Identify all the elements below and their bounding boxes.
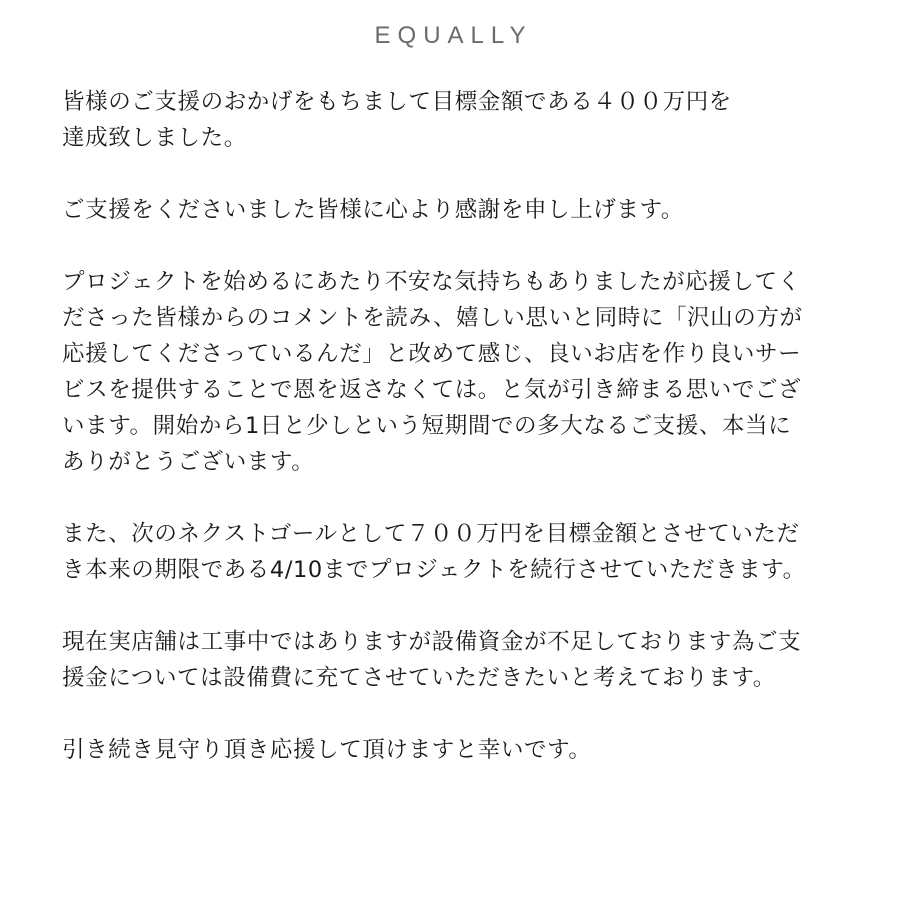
paragraph-closing: [62, 732, 852, 768]
text-line: ビスを提供することで恩を返さなくては。と気が引き締まる思いでござ: [62, 377, 802, 403]
text-line: 皆様のご支援のおかげをもちまして目標金額である４００万円を: [62, 89, 732, 115]
text-line: 応援してくださっているんだ」と改めて感じ、良いお店を作り良いサー: [62, 341, 802, 367]
paragraph-thanks: [62, 192, 852, 228]
text-line: また、次のネクストゴールとして７００万円を目標金額とさせていただ: [62, 521, 800, 547]
paragraph-goal-achieved: [62, 84, 852, 156]
text-line: ださった皆様からのコメントを読み、嬉しい思いと同時に「沢山の方が: [62, 305, 803, 331]
brand-logo-text: EQUALLY: [374, 22, 533, 49]
text-line: います。開始から1日と少しという短期間での多大なるご支援、本当に: [62, 413, 792, 439]
paragraph-funds-usage: [62, 624, 852, 696]
text-line: ありがとうございます。: [62, 449, 315, 475]
paragraph-feelings: [62, 264, 852, 480]
text-line: プロジェクトを始めるにあたり不安な気持ちもありましたが応援してく: [62, 269, 801, 295]
text-line: 達成致しました。: [62, 125, 247, 151]
text-line: 引き続き見守り頂き応援して頂けますと幸いです。: [62, 737, 592, 763]
text-line: 援金については設備費に充てさせていただきたいと考えております。: [62, 665, 776, 691]
text-line: き本来の期限である4/10までプロジェクトを続行させていただきます。: [62, 557, 806, 583]
paragraph-next-goal: [62, 516, 852, 588]
text-line: 現在実店舗は工事中ではありますが設備資金が不足しております為ご支: [62, 629, 802, 655]
text-line: ご支援をくださいました皆様に心より感謝を申し上げます。: [62, 197, 684, 223]
message-body: [62, 84, 852, 804]
